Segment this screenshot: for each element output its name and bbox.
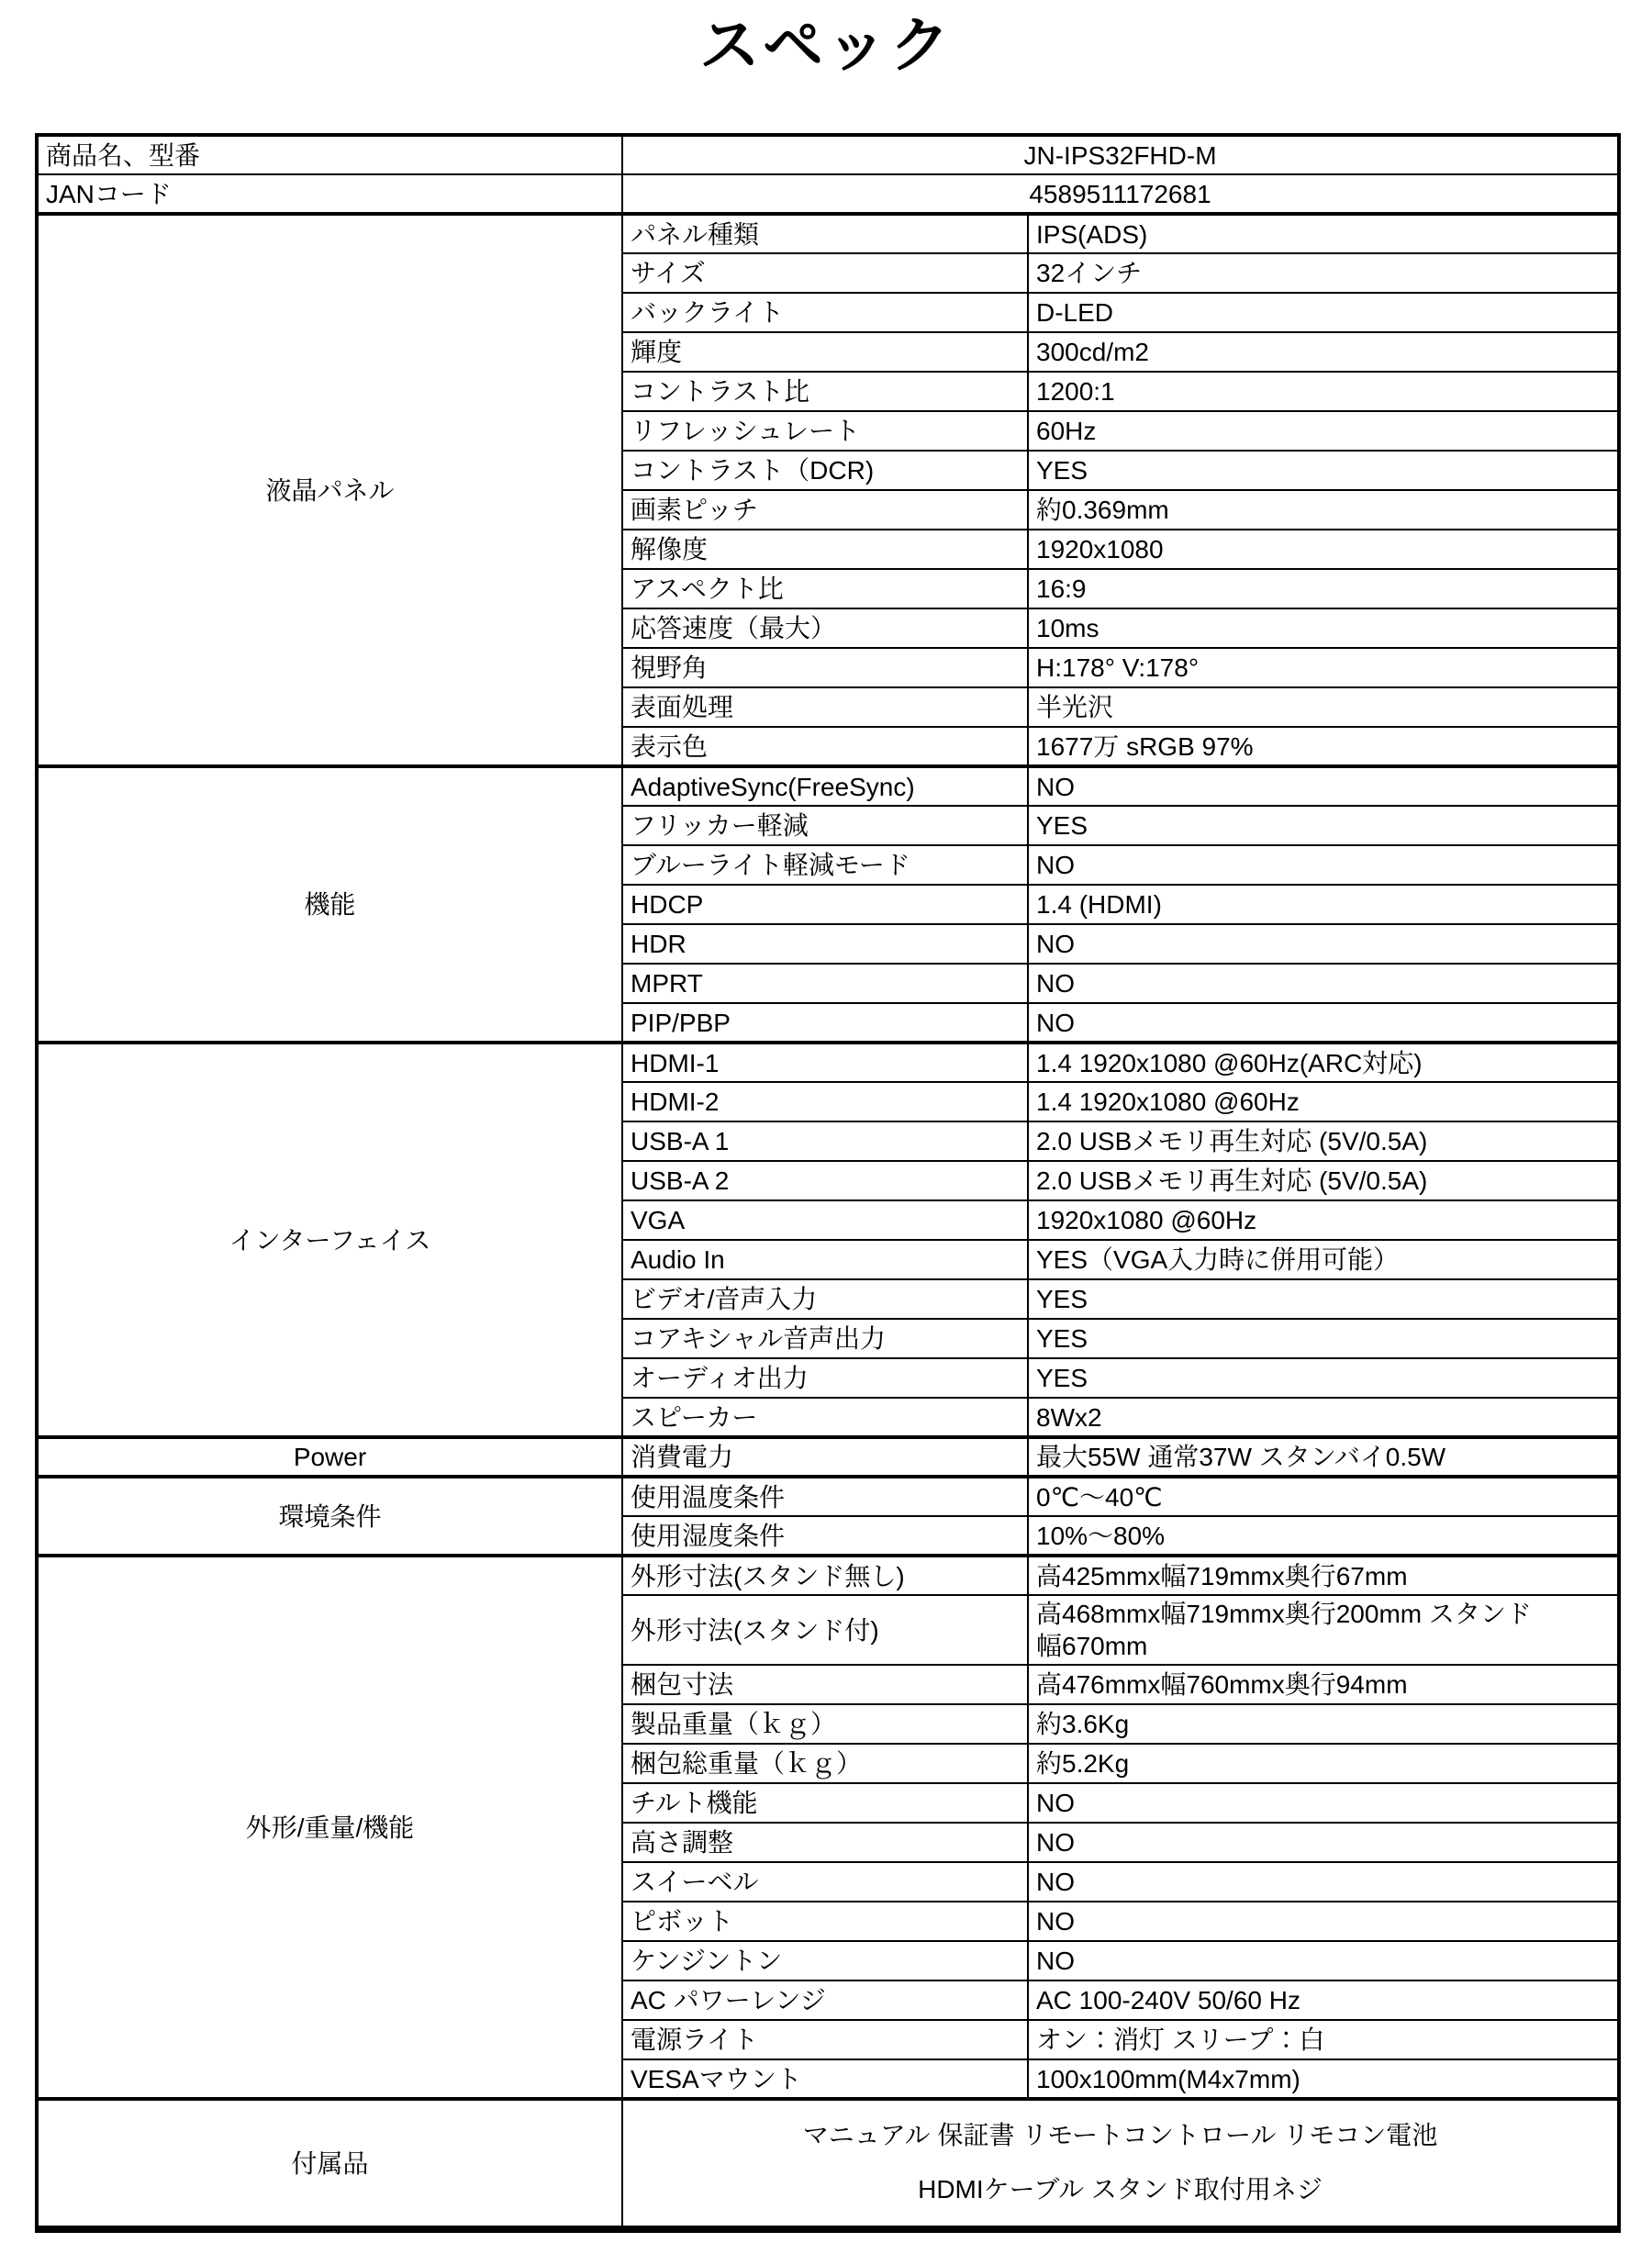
spec-value-cell: 32インチ — [1028, 253, 1619, 293]
spec-label-cell: コントラスト（DCR) — [622, 451, 1028, 490]
accessories-row — [37, 2099, 1619, 2229]
spec-label-cell: ケンジントン — [622, 1941, 1028, 1980]
jan-code-label: JANコード — [37, 174, 622, 214]
spec-label-cell: 画素ピッチ — [622, 490, 1028, 530]
spec-value-cell: NO — [1028, 1823, 1619, 1862]
spec-label-cell: スピーカー — [622, 1398, 1028, 1437]
spec-label-cell: AdaptiveSync(FreeSync) — [622, 766, 1028, 806]
accessories-category-cell: 付属品 — [37, 2099, 622, 2229]
spec-value-cell: 半光沢 — [1028, 687, 1619, 727]
spec-value-cell: オン：消灯 スリープ：白 — [1028, 2020, 1619, 2059]
spec-label-cell: 消費電力 — [622, 1437, 1028, 1477]
spec-value-cell: 10ms — [1028, 608, 1619, 648]
spec-label-cell: フリッカー軽減 — [622, 806, 1028, 845]
spec-value-cell: 約0.369mm — [1028, 490, 1619, 530]
spec-value-cell: H:178° V:178° — [1028, 648, 1619, 687]
spec-label-cell: PIP/PBP — [622, 1003, 1028, 1043]
spec-row — [37, 1477, 1619, 1516]
spec-label-cell: 梱包寸法 — [622, 1665, 1028, 1704]
jan-code-value: 4589511172681 — [622, 174, 1619, 214]
spec-value-cell: 1.4 (HDMI) — [1028, 885, 1619, 924]
product-model-value: JN-IPS32FHD-M — [622, 135, 1619, 174]
spec-value-cell: 16:9 — [1028, 569, 1619, 608]
spec-label-cell: サイズ — [622, 253, 1028, 293]
spec-table — [35, 133, 1621, 2233]
spec-value-cell: 100x100mm(M4x7mm) — [1028, 2059, 1619, 2099]
spec-value-cell: NO — [1028, 1783, 1619, 1823]
spec-value-cell: YES — [1028, 1279, 1619, 1319]
spec-label-cell: 電源ライト — [622, 2020, 1028, 2059]
spec-value-cell: NO — [1028, 1862, 1619, 1902]
spec-value-cell: 1.4 1920x1080 @60Hz(ARC対応) — [1028, 1043, 1619, 1082]
spec-label-cell: HDR — [622, 924, 1028, 964]
spec-label-cell: 表示色 — [622, 727, 1028, 766]
spec-value-cell: 1.4 1920x1080 @60Hz — [1028, 1082, 1619, 1121]
spec-value-line: 幅670mm — [1036, 1632, 1148, 1661]
category-cell: 液晶パネル — [37, 214, 622, 766]
spec-label-cell: 外形寸法(スタンド付) — [622, 1595, 1028, 1665]
category-cell: 外形/重量/機能 — [37, 1556, 622, 2099]
spec-label-cell: 使用温度条件 — [622, 1477, 1028, 1516]
spec-value-cell: 1200:1 — [1028, 372, 1619, 411]
spec-label-cell: USB-A 1 — [622, 1121, 1028, 1161]
accessories-value-cell — [622, 2099, 1619, 2229]
spec-label-cell: 製品重量（ｋｇ） — [622, 1704, 1028, 1744]
spec-value-cell: 約5.2Kg — [1028, 1744, 1619, 1783]
spec-value-cell: 8Wx2 — [1028, 1398, 1619, 1437]
spec-label-cell: MPRT — [622, 964, 1028, 1003]
spec-row — [37, 1556, 1619, 1595]
spec-value-cell: 300cd/m2 — [1028, 332, 1619, 372]
spec-sheet-page — [0, 9, 1652, 2233]
product-model-row — [37, 135, 1619, 174]
spec-value-cell: YES — [1028, 1319, 1619, 1358]
spec-label-cell: AC パワーレンジ — [622, 1980, 1028, 2020]
spec-label-cell: アスペクト比 — [622, 569, 1028, 608]
spec-value-cell: 約3.6Kg — [1028, 1704, 1619, 1744]
spec-label-cell: VESAマウント — [622, 2059, 1028, 2099]
spec-label-cell: ブルーライト軽減モード — [622, 845, 1028, 885]
spec-label-cell: パネル種類 — [622, 214, 1028, 253]
spec-value-cell: 0℃～40℃ — [1028, 1477, 1619, 1516]
spec-label-cell: ピボット — [622, 1902, 1028, 1941]
spec-label-cell: HDMI-2 — [622, 1082, 1028, 1121]
spec-label-cell: コアキシャル音声出力 — [622, 1319, 1028, 1358]
spec-value-cell: NO — [1028, 845, 1619, 885]
spec-value-cell: NO — [1028, 1003, 1619, 1043]
spec-label-cell: 輝度 — [622, 332, 1028, 372]
spec-label-cell: バックライト — [622, 293, 1028, 332]
spec-label-cell: コントラスト比 — [622, 372, 1028, 411]
spec-value-cell — [1028, 1595, 1619, 1665]
spec-label-cell: チルト機能 — [622, 1783, 1028, 1823]
spec-label-cell: 外形寸法(スタンド無し) — [622, 1556, 1028, 1595]
spec-row — [37, 214, 1619, 253]
spec-value-cell: IPS(ADS) — [1028, 214, 1619, 253]
spec-value-cell: 10%～80% — [1028, 1516, 1619, 1556]
category-cell: Power — [37, 1437, 622, 1477]
category-cell: インターフェイス — [37, 1043, 622, 1437]
spec-value-line: 高468mmx幅719mmx奥行200mm スタンド — [1036, 1600, 1532, 1629]
spec-label-cell: 解像度 — [622, 530, 1028, 569]
spec-row — [37, 1043, 1619, 1082]
spec-row — [37, 1437, 1619, 1477]
spec-value-cell: YES — [1028, 1358, 1619, 1398]
spec-value-cell: 1677万 sRGB 97% — [1028, 727, 1619, 766]
spec-label-cell: 表面処理 — [622, 687, 1028, 727]
spec-value-cell: 最大55W 通常37W スタンバイ0.5W — [1028, 1437, 1619, 1477]
spec-label-cell: HDMI-1 — [622, 1043, 1028, 1082]
spec-value-cell: NO — [1028, 766, 1619, 806]
spec-label-cell: VGA — [622, 1200, 1028, 1240]
spec-value-cell: 高425mmx幅719mmx奥行67mm — [1028, 1556, 1619, 1595]
product-name-label: 商品名、型番 — [37, 135, 622, 174]
page-title: スペック — [699, 11, 953, 79]
spec-value-cell: YES（VGA入力時に併用可能） — [1028, 1240, 1619, 1279]
spec-value-cell: 1920x1080 — [1028, 530, 1619, 569]
spec-label-cell: 視野角 — [622, 648, 1028, 687]
spec-value-cell: NO — [1028, 924, 1619, 964]
spec-label-cell: 使用湿度条件 — [622, 1516, 1028, 1556]
spec-label-cell: HDCP — [622, 885, 1028, 924]
spec-label-cell: リフレッシュレート — [622, 411, 1028, 451]
accessories-line-1: マニュアル 保証書 リモートコントロール リモコン電池 — [802, 2121, 1438, 2150]
spec-value-cell: NO — [1028, 1941, 1619, 1980]
spec-value-cell: 60Hz — [1028, 411, 1619, 451]
spec-value-cell: NO — [1028, 964, 1619, 1003]
spec-value-cell: 2.0 USBメモリ再生対応 (5V/0.5A) — [1028, 1121, 1619, 1161]
spec-value-cell: D-LED — [1028, 293, 1619, 332]
category-cell: 機能 — [37, 766, 622, 1043]
spec-label-cell: スイーベル — [622, 1862, 1028, 1902]
category-cell: 環境条件 — [37, 1477, 622, 1556]
spec-label-cell: USB-A 2 — [622, 1161, 1028, 1200]
spec-value-cell: 高476mmx幅760mmx奥行94mm — [1028, 1665, 1619, 1704]
spec-label-cell: Audio In — [622, 1240, 1028, 1279]
spec-value-cell: YES — [1028, 806, 1619, 845]
spec-value-cell: YES — [1028, 451, 1619, 490]
spec-value-cell: 2.0 USBメモリ再生対応 (5V/0.5A) — [1028, 1161, 1619, 1200]
spec-label-cell: オーディオ出力 — [622, 1358, 1028, 1398]
spec-label-cell: 応答速度（最大） — [622, 608, 1028, 648]
spec-value-cell: 1920x1080 @60Hz — [1028, 1200, 1619, 1240]
spec-value-cell: NO — [1028, 1902, 1619, 1941]
spec-label-cell: 高さ調整 — [622, 1823, 1028, 1862]
spec-label-cell: 梱包総重量（ｋｇ） — [622, 1744, 1028, 1783]
accessories-line-2: HDMIケーブル スタンド取付用ネジ — [918, 2175, 1323, 2204]
jan-code-row — [37, 174, 1619, 214]
spec-value-cell: AC 100-240V 50/60 Hz — [1028, 1980, 1619, 2020]
spec-label-cell: ビデオ/音声入力 — [622, 1279, 1028, 1319]
spec-row — [37, 766, 1619, 806]
